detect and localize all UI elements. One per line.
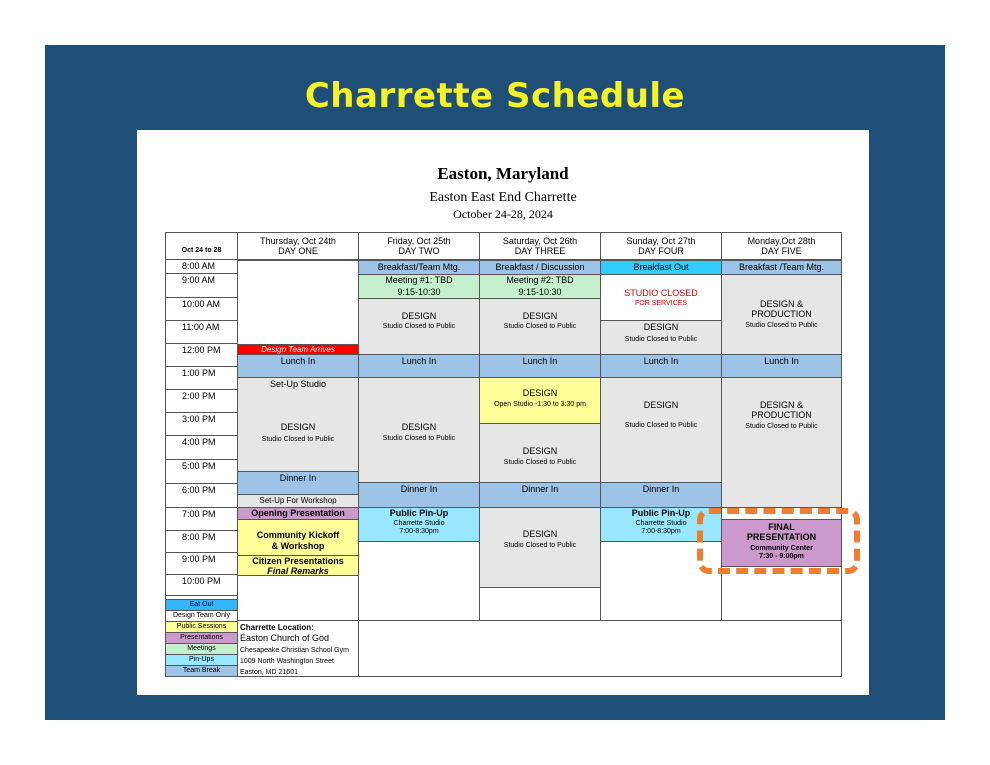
day3-design-eve: DESIGN [522,529,558,539]
legend-pinups: Pin-Ups [165,654,238,666]
day-date: Sunday, Oct 27th [626,235,696,246]
day4-design-afternoon [600,377,722,483]
day2-design-pm-note: Studio Closed to Public [382,435,456,443]
day-name: DAY THREE [514,246,566,256]
day2-design-afternoon [358,377,480,483]
day3-open-design: DESIGN [522,388,558,398]
day-header-3 [479,232,601,260]
day5-design-pm-note: Studio Closed to Public [745,422,818,430]
day3-design-eve-note: Studio Closed to Public [503,542,577,550]
document-subtitle: Easton East End Charrette [429,190,577,205]
day2-empty-night [358,541,480,621]
day5-final-place: Community Center [750,544,813,552]
day3-design-afternoon [479,423,601,483]
day1-design: DESIGN [280,422,316,433]
time-label: 10:00 AM [165,298,238,321]
day5-final-time: 7:30 - 9:00pm [759,552,804,560]
time-label: 10:00 PM [165,575,238,596]
day1-kickoff-line1: Community Kickoff [256,530,340,541]
location-heading: Charrette Location: [240,623,314,632]
day1-kickoff-line2: & Workshop [271,540,325,551]
day4-pinup-time: 7:00-8:30pm [641,528,681,536]
day2-meeting-title: Meeting #1: TBD [385,275,453,285]
day3-design: DESIGN [522,311,558,321]
legend-team-break: Team Break [165,665,238,677]
schedule-document [137,130,869,695]
day-date: Friday, Oct 25th [387,235,451,246]
day3-meeting-time: 9:15-10:30 [518,287,562,298]
day2-pinup-title: Public Pin-Up [389,508,449,518]
day2-public-pinup [358,507,480,542]
slide-background [45,45,945,720]
day3-design-pm-note: Studio Closed to Public [503,459,577,467]
day5-final-line1: FINAL [768,522,795,532]
day-header-2 [358,232,480,260]
day5-design-line1: DESIGN & [759,299,803,309]
final-presentation-highlight [697,508,860,574]
document-dates: October 24-28, 2024 [453,207,553,221]
day1-design-note: Studio Closed to Public [261,435,335,443]
day4-design: DESIGN [643,322,679,332]
day3-empty-night [479,587,601,621]
day2-pinup-time: 7:00-8:30pm [399,528,439,536]
time-label: 3:00 PM [165,413,238,436]
time-label: 11:00 AM [165,321,238,344]
corner-label: Oct 24 to 28 [165,232,238,260]
legend-public-sessions: Public Sessions [165,621,238,633]
time-label: 12:00 PM [165,344,238,367]
day5-design-pm-line1: DESIGN & [759,400,803,410]
location-alt: Chesapeake Christian School Gym [240,647,349,654]
day-date: Monday,Oct 28th [747,235,816,246]
time-label: 9:00 AM [165,274,238,298]
day1-lunch: Lunch In [237,354,359,378]
time-label: 1:00 PM [165,367,238,390]
day1-citizen-line1: Citizen Presentations [252,556,344,566]
day3-design-note: Studio Closed to Public [503,323,577,331]
day2-meeting [358,274,480,299]
day5-final-line2: PRESENTATION [746,532,817,543]
day-name: DAY FOUR [638,246,684,256]
day2-design-morning [358,298,480,355]
day3-meeting [479,274,601,299]
day4-closed-line2: FOR SERVICES [635,300,687,308]
time-label: 8:00 PM [165,531,238,553]
day4-lunch: Lunch In [600,354,722,378]
time-label: 7:00 PM [165,508,238,531]
day4-closed-line1: STUDIO CLOSED [624,288,698,298]
time-label: 4:00 PM [165,436,238,460]
day4-design-morning [600,320,722,355]
day-name: DAY FIVE [761,246,802,256]
day1-citizen-line2: Final Remarks [267,566,329,576]
time-label: 5:00 PM [165,460,238,484]
day3-lunch: Lunch In [479,354,601,378]
day-name: DAY TWO [398,246,440,256]
day4-design-note: Studio Closed to Public [624,336,698,344]
day1-dinner: Dinner In [237,471,359,495]
day5-breakfast: Breakfast /Team Mtg. [721,260,842,275]
legend-presentations: Presentations [165,632,238,644]
day3-breakfast: Breakfast / Discussion [479,260,601,275]
location-city: Easton, MD 21601 [240,669,298,676]
day4-dinner: Dinner In [600,482,722,508]
day4-design-pm-note: Studio Closed to Public [624,422,698,430]
day2-dinner: Dinner In [358,482,480,508]
day4-pinup-title: Public Pin-Up [631,508,691,518]
day4-breakfast: Breakfast Out [600,260,722,275]
day3-dinner: Dinner In [479,482,601,508]
day-date: Thursday, Oct 24th [260,235,336,246]
day2-design-pm: DESIGN [401,422,437,432]
day2-design-note: Studio Closed to Public [382,323,456,331]
schedule-grid [165,232,842,675]
day4-design-pm: DESIGN [643,400,679,410]
legend-design-team-only: Design Team Only [165,610,238,622]
day-header-1 [237,232,359,260]
day-header-5 [721,232,842,260]
day1-design-block [237,377,359,472]
day-name: DAY ONE [278,246,318,256]
day3-open-note: Open Studio -1:30 to 3:30 pm [494,401,586,409]
day1-empty-morning [237,260,359,345]
day2-lunch: Lunch In [358,354,480,378]
time-label: 9:00 PM [165,553,238,575]
day2-breakfast: Breakfast/Team Mtg. [358,260,480,275]
day2-design: DESIGN [401,311,437,321]
location-name: Easton Church of God [240,633,330,643]
day2-meeting-time: 9:15-10:30 [397,287,441,298]
legend-eat-out: Eat Out [165,599,238,611]
day5-design-note: Studio Closed to Public [745,321,818,329]
document-title: Easton, Maryland [437,164,569,183]
day5-design-line2: PRODUCTION [751,309,812,320]
day1-team-arrives: Design Team Arrives [237,344,359,355]
day3-design-pm: DESIGN [522,446,558,456]
day4-pinup-place: Charrette Studio [635,520,687,528]
day1-setup-workshop: Set-Up For Workshop [237,494,359,508]
legend-meetings: Meetings [165,643,238,655]
day5-design-afternoon [721,377,842,508]
time-label: 6:00 PM [165,484,238,508]
day1-empty-night [237,575,359,621]
location-empty [358,620,842,677]
day5-design-morning [721,274,842,355]
day1-opening-presentation: Opening Presentation [237,507,359,520]
day3-open-studio [479,377,601,424]
day1-setup-studio: Set-Up Studio [269,379,327,389]
day2-pinup-place: Charrette Studio [393,520,445,528]
day3-meeting-title: Meeting #2: TBD [506,275,574,285]
day5-design-pm-line2: PRODUCTION [751,410,812,421]
day1-citizen-presentations [237,555,359,576]
day3-design-morning [479,298,601,355]
day5-lunch: Lunch In [721,354,842,378]
slide-title: Charrette Schedule [304,76,686,116]
day5-empty-night [721,566,842,621]
day1-community-kickoff [237,519,359,556]
day4-studio-closed [600,274,722,321]
time-label: 8:00 AM [165,260,238,274]
day3-design-evening [479,507,601,588]
time-label: 2:00 PM [165,390,238,413]
location-street: 1009 North Washington Street [240,658,334,665]
day-date: Saturday, Oct 26th [502,235,578,246]
day-header-4 [600,232,722,260]
